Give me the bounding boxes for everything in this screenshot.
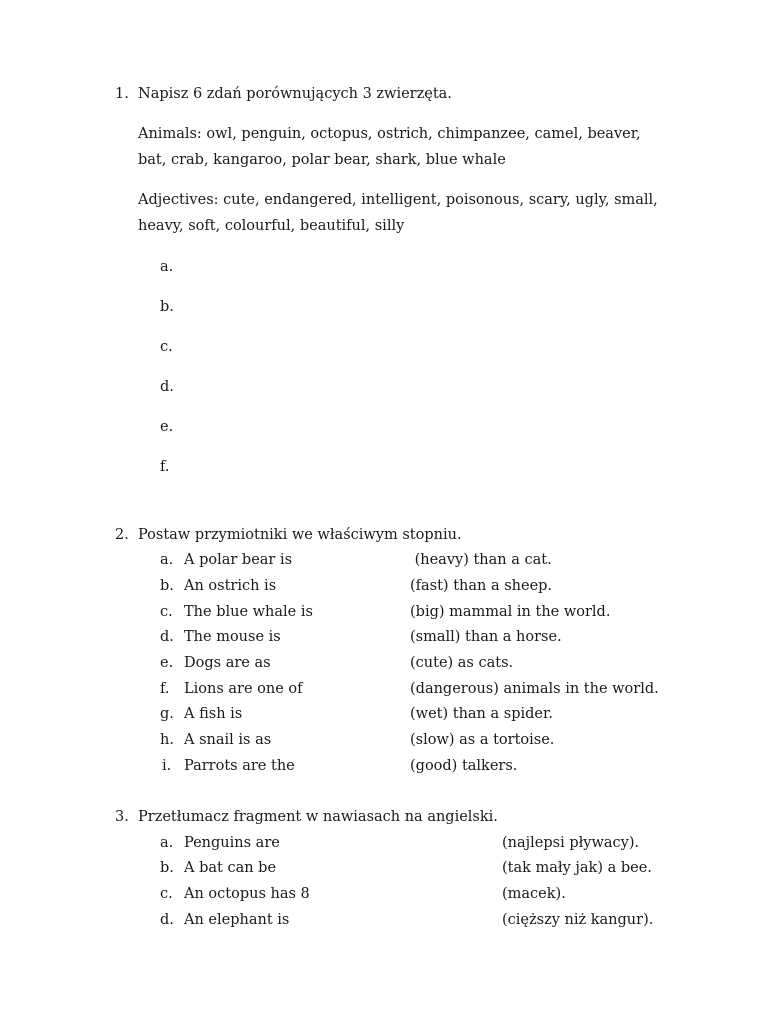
section-2-instruction: Postaw przymiotniki we właściwym stopniu.	[138, 527, 462, 543]
adjectives-line-1: Adjectives: cute, endangered, intelligent, poisonous, scary, ugly, small,	[138, 192, 658, 208]
section-1-number: 1.	[115, 86, 129, 102]
exercise-2-letter: c.	[160, 604, 173, 620]
exercise-2-sentence-end: (good) talkers.	[410, 758, 518, 774]
adjectives-line-2: heavy, soft, colourful, beautiful, silly	[138, 218, 405, 234]
exercise-2-sentence-start: The mouse is	[184, 629, 281, 645]
section-3-number: 3.	[115, 809, 129, 825]
exercise-2-sentence-start: Dogs are as	[184, 655, 271, 671]
exercise-2-sentence-start: A fish is	[184, 706, 243, 722]
exercise-3-sentence-start: A bat can be	[184, 860, 277, 876]
exercise-2-sentence-start: A snail is as	[184, 732, 272, 748]
exercise-3-sentence-start: An elephant is	[184, 912, 290, 928]
exercise-2-sentence-end: (slow) as a tortoise.	[410, 732, 555, 748]
exercise-2-sentence-end: (fast) than a sheep.	[410, 578, 553, 594]
exercise-3-letter: a.	[160, 835, 174, 851]
exercise-3-letter: b.	[160, 860, 174, 876]
exercise-2-sentence-start: Lions are one of	[184, 681, 303, 697]
blank-label-c: c.	[160, 339, 173, 355]
exercise-2-sentence-end: (heavy) than a cat.	[410, 552, 552, 568]
exercise-2-sentence-end: (wet) than a spider.	[410, 706, 553, 722]
exercise-3-sentence-end: (tak mały jak) a bee.	[502, 860, 652, 876]
exercise-2-sentence-end: (small) than a horse.	[410, 629, 562, 645]
exercise-2-sentence-start: Parrots are the	[184, 758, 295, 774]
animals-line-1: Animals: owl, penguin, octopus, ostrich, chimpanzee, camel, beaver,	[138, 126, 641, 142]
exercise-2-sentence-end: (cute) as cats.	[410, 655, 514, 671]
section-2-number: 2.	[115, 527, 129, 543]
blank-label-b: b.	[160, 299, 174, 315]
exercise-3-sentence-end: (najlepsi pływacy).	[502, 835, 640, 851]
exercise-2-letter: b.	[160, 578, 174, 594]
blank-label-e: e.	[160, 419, 174, 435]
exercise-2-letter: h.	[160, 732, 174, 748]
exercise-2-letter: f.	[160, 681, 170, 697]
blank-label-f: f.	[160, 459, 170, 475]
exercise-2-sentence-start: A polar bear is	[184, 552, 293, 568]
exercise-2-sentence-end: (big) mammal in the world.	[410, 604, 611, 620]
exercise-3-sentence-end: (cięższy niż kangur).	[502, 912, 654, 928]
exercise-2-sentence-start: An ostrich is	[184, 578, 277, 594]
exercise-2-letter: d.	[160, 629, 174, 645]
exercise-3-sentence-start: An octopus has 8	[184, 886, 310, 902]
blank-label-d: d.	[160, 379, 174, 395]
exercise-3-sentence-start: Penguins are	[184, 835, 280, 851]
section-3-instruction: Przetłumacz fragment w nawiasach na angielski.	[138, 809, 498, 825]
animals-line-2: bat, crab, kangaroo, polar bear, shark, blue whale	[138, 152, 506, 168]
exercise-2-letter: a.	[160, 552, 174, 568]
blank-label-a: a.	[160, 259, 174, 275]
exercise-2-letter: e.	[160, 655, 174, 671]
exercise-2-sentence-start: The blue whale is	[184, 604, 313, 620]
exercise-3-letter: d.	[160, 912, 174, 928]
section-1-instruction: Napisz 6 zdań porównujących 3 zwierzęta.	[138, 86, 452, 102]
exercise-3-letter: c.	[160, 886, 173, 902]
exercise-2-letter: i.	[162, 758, 172, 774]
exercise-2-letter: g.	[160, 706, 174, 722]
exercise-3-sentence-end: (macek).	[502, 886, 566, 902]
exercise-2-sentence-end: (dangerous) animals in the world.	[410, 681, 659, 697]
